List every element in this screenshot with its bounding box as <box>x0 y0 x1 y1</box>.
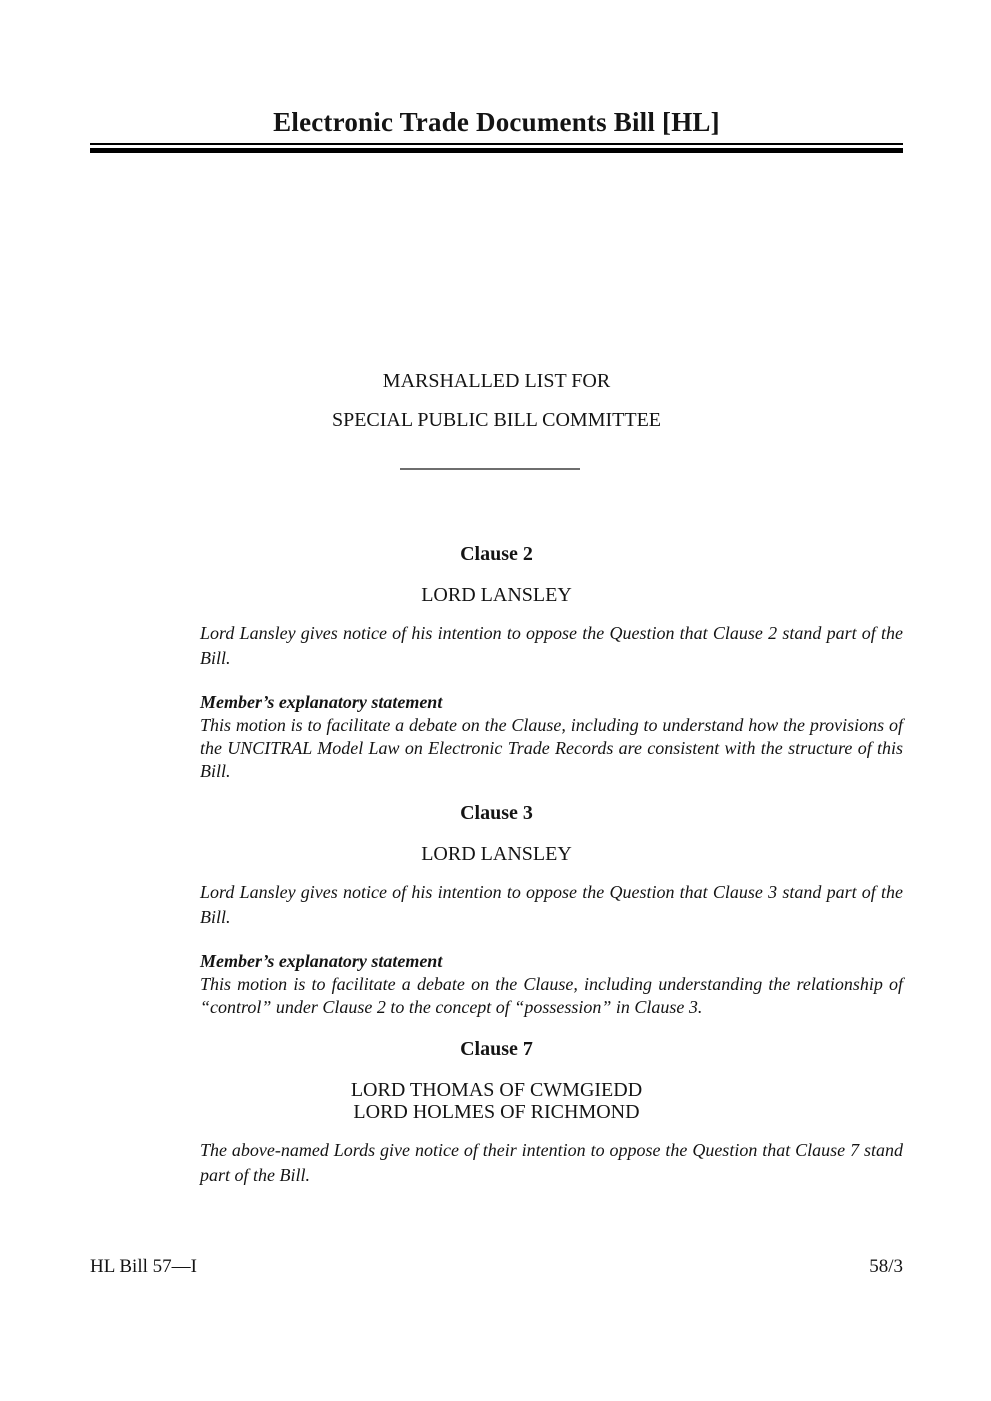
title-rule <box>90 143 903 153</box>
explanatory-statement-label: Member’s explanatory statement <box>200 951 443 971</box>
member-name: LORD LANSLEY <box>421 843 572 865</box>
list-heading <box>90 371 903 430</box>
sheet-number: 58/3 <box>869 1256 903 1277</box>
clause-section-7 <box>90 1039 903 1188</box>
member-name: LORD LANSLEY <box>421 584 572 606</box>
clause-section-2 <box>90 544 903 783</box>
explanatory-statement-text: This motion is to facilitate a debate on the Clause, including to understand how the provisions of the UNCITRAL Model Law on Electronic Trade Records are consistent with the structure of this Bill. <box>200 715 903 781</box>
member-name: LORD HOLMES OF RICHMOND <box>353 1101 640 1123</box>
explanatory-statement-label: Member’s explanatory statement <box>200 692 443 712</box>
member-names <box>90 1079 903 1123</box>
notice-text: Lord Lansley gives notice of his intention to oppose the Question that Clause 2 stand part of the Bill. <box>200 623 903 668</box>
notice-text: The above-named Lords give notice of their intention to oppose the Question that Clause 7 stand part of the Bill. <box>200 1140 903 1185</box>
bill-title: Electronic Trade Documents Bill [HL] <box>273 107 720 137</box>
bill-number: HL Bill 57—I <box>90 1256 197 1277</box>
member-name: LORD THOMAS OF CWMGIEDD <box>350 1079 643 1101</box>
member-names <box>90 584 903 606</box>
notice-text: Lord Lansley gives notice of his intention to oppose the Question that Clause 3 stand part of the Bill. <box>200 882 903 927</box>
clause-heading: Clause 3 <box>460 802 533 824</box>
clause-heading: Clause 2 <box>460 543 533 565</box>
page-footer <box>90 1256 903 1278</box>
committee-line: SPECIAL PUBLIC BILL COMMITTEE <box>331 409 662 431</box>
explanatory-statement-text: This motion is to facilitate a debate on the Clause, including understanding the relationship of “control” under Clause 2 to the concept of “possession” in Clause 3. <box>200 974 903 1017</box>
clause-section-3 <box>90 803 903 1019</box>
page-content <box>90 0 903 1188</box>
marshalled-list-line: MARSHALLED LIST FOR <box>382 370 611 392</box>
section-divider <box>400 468 580 470</box>
clause-heading: Clause 7 <box>460 1038 533 1060</box>
member-names <box>90 843 903 865</box>
